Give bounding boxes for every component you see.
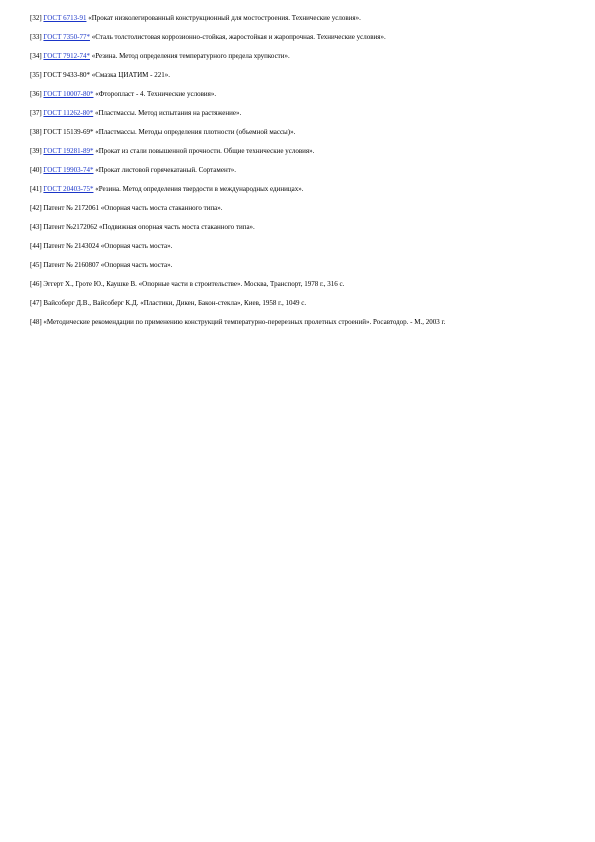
- reference-text: «Прокат из стали повышенной прочности. Общие технические условия».: [93, 147, 315, 155]
- reference-text: Патент № 2160807 «Опорная часть моста».: [43, 261, 173, 269]
- reference-number: [35]: [30, 71, 42, 79]
- reference-item-33: [30, 33, 570, 42]
- reference-item-41: [30, 185, 570, 194]
- reference-text: Патент № 2172061 «Опорная часть моста стаканного типа».: [43, 204, 223, 212]
- reference-number: [37]: [30, 109, 42, 117]
- reference-item-47: [30, 299, 570, 308]
- reference-item-34: [30, 52, 570, 61]
- reference-number: [41]: [30, 185, 42, 193]
- reference-item-42: [30, 204, 570, 213]
- reference-text: «Прокат листовой горячекатаный. Сортамент».: [93, 166, 237, 174]
- reference-number: [44]: [30, 242, 42, 250]
- reference-text: «Сталь толстолистовая коррозионно-стойкая, жаростойкая и жаропрочная. Технические условия».: [89, 33, 386, 41]
- reference-text: «Прокат низколегированный конструкционный для мостостроения. Технические условия».: [86, 14, 361, 22]
- gost-link[interactable]: ГОСТ 20403-75*: [43, 185, 94, 193]
- reference-list: [30, 14, 570, 337]
- reference-item-45: [30, 261, 570, 270]
- reference-text: Патент №2172062 «Подвижная опорная часть моста стаканного типа».: [43, 223, 255, 231]
- reference-text: «Пластмассы. Метод испытания на растяжение».: [93, 109, 242, 117]
- gost-link[interactable]: ГОСТ 7350-77*: [43, 33, 90, 41]
- reference-number: [36]: [30, 90, 42, 98]
- reference-text: «Резина. Метод определения твердости в международных единицах».: [93, 185, 304, 193]
- reference-text: ГОСТ 15139-69* «Пластмассы. Методы определения плотности (объемной массы)».: [43, 128, 296, 136]
- reference-number: [43]: [30, 223, 42, 231]
- reference-item-40: [30, 166, 570, 175]
- reference-text: ГОСТ 9433-80* «Смазка ЦИАТИМ - 221».: [43, 71, 170, 79]
- reference-item-38: [30, 128, 570, 137]
- gost-link[interactable]: ГОСТ 11262-80*: [43, 109, 94, 117]
- reference-text: «Резина. Метод определения температурного предела хрупкости».: [89, 52, 290, 60]
- gost-link[interactable]: ГОСТ 19903-74*: [43, 166, 94, 174]
- reference-item-44: [30, 242, 570, 251]
- reference-number: [38]: [30, 128, 42, 136]
- reference-number: [42]: [30, 204, 42, 212]
- gost-link[interactable]: ГОСТ 10007-80*: [43, 90, 94, 98]
- reference-item-48: [30, 318, 570, 327]
- reference-number: [48]: [30, 318, 42, 326]
- reference-number: [40]: [30, 166, 42, 174]
- reference-number: [45]: [30, 261, 42, 269]
- reference-item-39: [30, 147, 570, 156]
- gost-link[interactable]: ГОСТ 19281-89*: [43, 147, 94, 155]
- reference-item-36: [30, 90, 570, 99]
- reference-text: Эггерт Х., Гроте Ю., Каушке В. «Опорные части в строительстве». Москва, Транспорт, 1978 г., 316 с.: [43, 280, 345, 288]
- reference-item-32: [30, 14, 570, 23]
- gost-link[interactable]: ГОСТ 6713-91: [43, 14, 87, 22]
- reference-item-37: [30, 109, 570, 118]
- reference-number: [33]: [30, 33, 42, 41]
- reference-item-35: [30, 71, 570, 80]
- reference-text: Вайсоберг Д.В., Вайсоберг К.Д. «Пластики, Дикен, Бакон-стекла», Киев, 1958 г., 1049 с.: [43, 299, 307, 307]
- reference-item-43: [30, 223, 570, 232]
- reference-item-46: [30, 280, 570, 289]
- gost-link[interactable]: ГОСТ 7912-74*: [43, 52, 90, 60]
- reference-number: [34]: [30, 52, 42, 60]
- reference-number: [39]: [30, 147, 42, 155]
- reference-text: «Методические рекомендации по применению конструкций температурно-перерезных пролетных строений». Росавтодор. - М., 2003 г.: [43, 318, 446, 326]
- reference-text: «Фторопласт - 4. Технические условия».: [93, 90, 217, 98]
- reference-number: [46]: [30, 280, 42, 288]
- reference-number: [47]: [30, 299, 42, 307]
- reference-text: Патент № 2143024 «Опорная часть моста».: [43, 242, 173, 250]
- reference-number: [32]: [30, 14, 42, 22]
